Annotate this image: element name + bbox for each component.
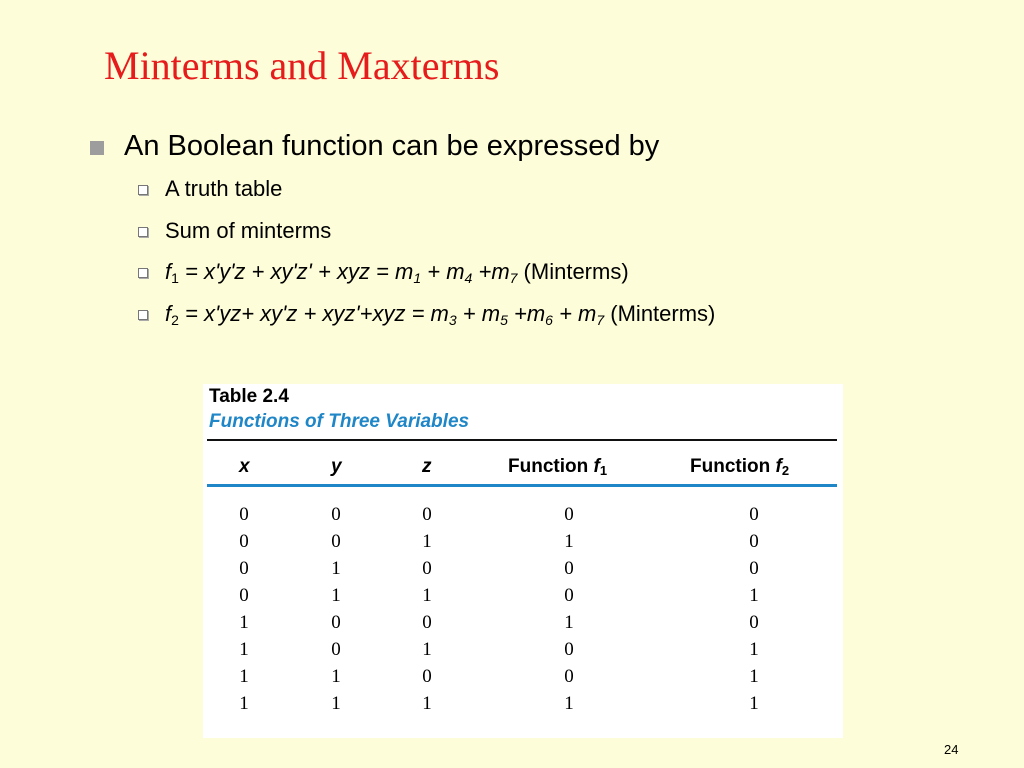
main-bullet-text: An Boolean function can be expressed by — [124, 130, 660, 162]
table-cell: 0 — [239, 504, 249, 525]
table-cell: 1 — [331, 558, 341, 579]
table-cell: 0 — [422, 666, 432, 687]
table-cell: 0 — [749, 504, 759, 525]
table-body — [203, 504, 843, 720]
sub-bullet-text: Sum of minterms — [165, 218, 332, 243]
table-cell: 0 — [422, 612, 432, 633]
sub-bullet-sum-of-minterms — [138, 218, 331, 244]
table-cell: 0 — [564, 558, 574, 579]
header-x: x — [239, 456, 250, 477]
table-cell: 0 — [749, 531, 759, 552]
hollow-square-bullet-icon — [138, 310, 148, 320]
table-top-rule — [207, 439, 837, 441]
table-cell: 1 — [331, 666, 341, 687]
table-cell: 0 — [564, 504, 574, 525]
table-cell: 0 — [331, 612, 341, 633]
table-caption: Functions of Three Variables — [209, 411, 470, 432]
table-row — [203, 504, 843, 531]
table-cell: 0 — [749, 612, 759, 633]
table-row — [203, 666, 843, 693]
table-cell: 1 — [239, 693, 249, 714]
f1-equation: $f_1 = x'y'z + xy'z'$ + xyz = $m_1 + m_4 +m_7$ (Minterms) — [165, 259, 629, 286]
main-bullet — [90, 130, 659, 163]
hollow-square-bullet-icon — [138, 268, 148, 278]
table-row — [203, 558, 843, 585]
table-cell: 1 — [749, 693, 759, 714]
table-cell: 0 — [564, 585, 574, 606]
sub-bullet-text: A truth table — [165, 176, 283, 201]
table-cell: 1 — [239, 612, 249, 633]
table-cell: 1 — [422, 639, 432, 660]
table-row — [203, 693, 843, 720]
table-header-rule — [207, 484, 837, 487]
table-cell: 0 — [331, 531, 341, 552]
table-cell: 1 — [749, 585, 759, 606]
page-number: 24 — [944, 742, 959, 757]
table-cell: 0 — [422, 504, 432, 525]
table-cell: 1 — [239, 639, 249, 660]
table-label: Table 2.4 — [209, 386, 289, 407]
table-cell: 0 — [239, 585, 249, 606]
table-cell: 1 — [564, 612, 574, 633]
f2-equation: $f_2 = x'yz+ xy'z + xyz'+xyz = m_3 + m_5 +m_6 + m_7$ (Minterms) — [165, 301, 716, 328]
table-cell: 1 — [749, 666, 759, 687]
table-cell: 1 — [422, 585, 432, 606]
sub-bullet-f2-equation — [138, 301, 715, 327]
table-row — [203, 585, 843, 612]
header-y: y — [331, 456, 342, 477]
table-cell: 0 — [749, 558, 759, 579]
table-cell: 0 — [422, 558, 432, 579]
table-cell: 0 — [564, 639, 574, 660]
table-cell: 0 — [564, 666, 574, 687]
header-function-f2: Function $f_2$ — [690, 456, 790, 478]
table-cell: 0 — [239, 558, 249, 579]
table-row — [203, 612, 843, 639]
table-cell: 1 — [331, 693, 341, 714]
table-cell: 1 — [422, 531, 432, 552]
sub-bullet-truth-table — [138, 176, 282, 202]
table-cell: 1 — [422, 693, 432, 714]
table-cell: 0 — [239, 531, 249, 552]
square-bullet-icon — [90, 141, 104, 155]
table-row — [203, 531, 843, 558]
hollow-square-bullet-icon — [138, 185, 148, 195]
slide-title: Minterms and Maxterms — [104, 43, 500, 88]
truth-table-figure — [203, 384, 843, 738]
sub-bullet-f1-equation — [138, 259, 629, 285]
table-cell: 0 — [331, 639, 341, 660]
header-z: z — [422, 456, 432, 477]
hollow-square-bullet-icon — [138, 227, 148, 237]
table-cell: 0 — [331, 504, 341, 525]
table-cell: 1 — [239, 666, 249, 687]
table-cell: 1 — [331, 585, 341, 606]
table-cell: 1 — [564, 693, 574, 714]
header-function-f1: Function $f_1$ — [508, 456, 608, 478]
table-cell: 1 — [564, 531, 574, 552]
table-cell: 1 — [749, 639, 759, 660]
table-row — [203, 639, 843, 666]
